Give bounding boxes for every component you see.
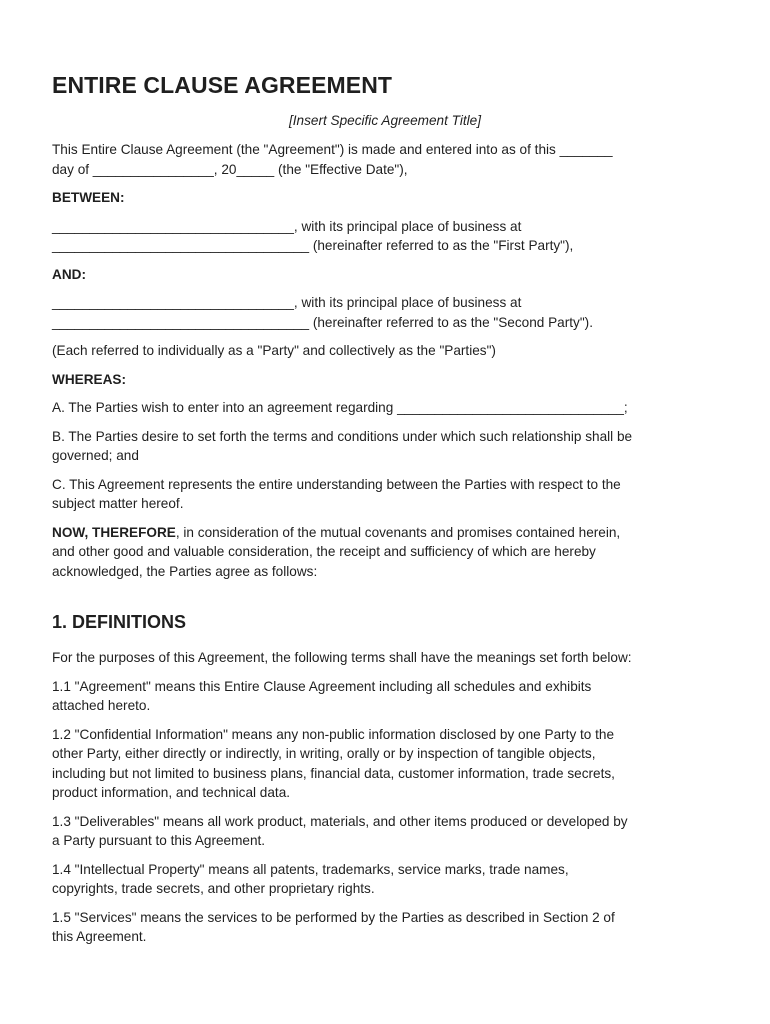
whereas-label: WHEREAS: (52, 371, 127, 387)
intro-line: This Entire Clause Agreement (the "Agreement") is made and entered into as of this _______ (52, 142, 613, 157)
recital-b-line: governed; and (52, 448, 139, 463)
recital-b-line: B. The Parties desire to set forth the terms and conditions under which such relationship shall be (52, 428, 633, 444)
definition-1-3 (52, 812, 718, 851)
agreement-subtitle: [Insert Specific Agreement Title] (288, 113, 482, 128)
definition-1-2 (52, 725, 718, 803)
definition-line: 1.4 "Intellectual Property" means all patents, trademarks, service marks, trade names, (52, 861, 569, 877)
second-party-paragraph (52, 293, 718, 332)
second-party-line: ________________________________, with its principal place of business at (52, 295, 522, 310)
now-therefore-bold: NOW, THEREFORE (52, 524, 176, 540)
definition-line: other Party, either directly or indirectly, in writing, orally or by inspection of tangible objects, (52, 746, 596, 761)
intro-paragraph (52, 140, 718, 179)
first-party-line: ________________________________, with its principal place of business at (52, 218, 522, 234)
definition-line: attached hereto. (52, 698, 151, 713)
now-therefore-line: , in consideration of the mutual covenants and promises contained herein, (175, 524, 621, 540)
definition-line: 1.3 "Deliverables" means all work product, materials, and other items produced or developed by (52, 813, 628, 829)
first-party-paragraph (52, 217, 718, 256)
definition-1-5 (52, 908, 718, 947)
recital-a: A. The Parties wish to enter into an agreement regarding ______________________________; (52, 400, 628, 415)
recital-c-line: subject matter hereof. (52, 496, 184, 511)
between-label: BETWEEN: (52, 190, 125, 205)
second-party-line: __________________________________ (hereinafter referred to as the "Second Party"). (52, 314, 593, 330)
now-therefore-line: acknowledged, the Parties agree as follows: (52, 563, 318, 579)
parties-note: (Each referred to individually as a "Party" and collectively as the "Parties") (52, 343, 496, 358)
definition-line: this Agreement. (52, 929, 147, 944)
definition-line: 1.1 "Agreement" means this Entire Clause Agreement including all schedules and exhibits (52, 678, 592, 694)
definition-line: copyrights, trade secrets, and other proprietary rights. (52, 881, 375, 896)
definition-1-1 (52, 677, 718, 716)
definitions-intro: For the purposes of this Agreement, the following terms shall have the meanings set forth below: (52, 650, 632, 665)
now-therefore-paragraph (52, 523, 718, 582)
recital-b (52, 427, 718, 466)
definition-line: product information, and technical data. (52, 785, 291, 800)
definitions-heading: 1. DEFINITIONS (52, 612, 187, 632)
definition-1-4 (52, 860, 718, 899)
recital-c-line: C. This Agreement represents the entire understanding between the Parties with respect to the (52, 476, 621, 492)
and-label: AND: (52, 266, 86, 282)
definition-line: 1.2 "Confidential Information" means any non-public information disclosed by one Party to the (52, 726, 615, 742)
definition-line: including but not limited to business plans, financial data, customer information, trade secrets, (52, 765, 615, 781)
intro-line: day of ________________, 20_____ (the "Effective Date"), (52, 161, 408, 177)
first-party-line: __________________________________ (hereinafter referred to as the "First Party"), (52, 238, 574, 253)
now-therefore-line: and other good and valuable consideration, the receipt and sufficiency of which are hereby (52, 544, 596, 559)
definition-line: 1.5 "Services" means the services to be performed by the Parties as described in Section 2 of (52, 909, 615, 925)
document-title: ENTIRE CLAUSE AGREEMENT (52, 72, 393, 98)
definition-line: a Party pursuant to this Agreement. (52, 833, 266, 848)
recital-c (52, 475, 718, 514)
